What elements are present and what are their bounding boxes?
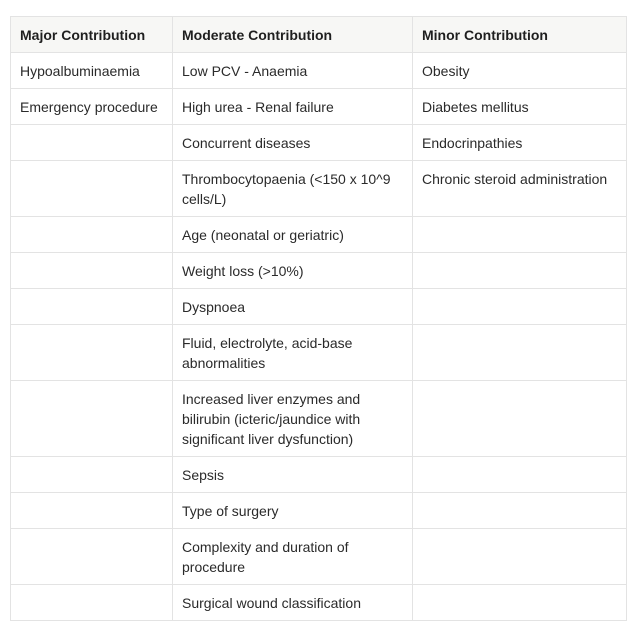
- table-row: [11, 381, 627, 457]
- major-cell: [11, 125, 173, 161]
- moderate-cell: High urea - Renal failure: [173, 89, 413, 125]
- major-cell: [11, 457, 173, 493]
- major-cell: [11, 585, 173, 621]
- moderate-cell: Type of surgery: [173, 493, 413, 529]
- moderate-cell: Weight loss (>10%): [173, 253, 413, 289]
- major-cell: [11, 381, 173, 457]
- minor-cell: Obesity: [413, 53, 627, 89]
- table-row: [11, 161, 627, 217]
- major-cell: [11, 289, 173, 325]
- table-row: [11, 325, 627, 381]
- major-cell: [11, 493, 173, 529]
- minor-cell: [413, 325, 627, 381]
- risk-factor-table: [10, 16, 627, 621]
- table-row: [11, 585, 627, 621]
- minor-cell: [413, 289, 627, 325]
- moderate-cell: Complexity and duration of procedure: [173, 529, 413, 585]
- moderate-cell: Thrombocytopaenia (<150 x 10^9 cells/L): [173, 161, 413, 217]
- major-cell: [11, 217, 173, 253]
- minor-cell: [413, 493, 627, 529]
- moderate-cell: Surgical wound classification: [173, 585, 413, 621]
- table-body: [11, 53, 627, 621]
- moderate-cell: Sepsis: [173, 457, 413, 493]
- minor-cell: [413, 457, 627, 493]
- header-moderate-contribution: Moderate Contribution: [173, 17, 413, 53]
- moderate-cell: Age (neonatal or geriatric): [173, 217, 413, 253]
- moderate-cell: Concurrent diseases: [173, 125, 413, 161]
- minor-cell: [413, 217, 627, 253]
- minor-cell: Chronic steroid administration: [413, 161, 627, 217]
- table-row: [11, 457, 627, 493]
- major-cell: [11, 161, 173, 217]
- minor-cell: [413, 529, 627, 585]
- major-cell: Emergency procedure: [11, 89, 173, 125]
- minor-cell: [413, 381, 627, 457]
- header-major-contribution: Major Contribution: [11, 17, 173, 53]
- major-cell: Hypoalbuminaemia: [11, 53, 173, 89]
- minor-cell: Endocrinpathies: [413, 125, 627, 161]
- table-row: [11, 89, 627, 125]
- major-cell: [11, 325, 173, 381]
- table-row: [11, 217, 627, 253]
- table-row: [11, 125, 627, 161]
- minor-cell: [413, 585, 627, 621]
- moderate-cell: Dyspnoea: [173, 289, 413, 325]
- moderate-cell: Fluid, electrolyte, acid-base abnormalities: [173, 325, 413, 381]
- header-minor-contribution: Minor Contribution: [413, 17, 627, 53]
- table-row: [11, 253, 627, 289]
- minor-cell: Diabetes mellitus: [413, 89, 627, 125]
- table-row: [11, 289, 627, 325]
- table-row: [11, 53, 627, 89]
- major-cell: [11, 253, 173, 289]
- minor-cell: [413, 253, 627, 289]
- header-row: [11, 17, 627, 53]
- table-row: [11, 529, 627, 585]
- moderate-cell: Low PCV - Anaemia: [173, 53, 413, 89]
- moderate-cell: Increased liver enzymes and bilirubin (icteric/jaundice with significant liver dysfunction): [173, 381, 413, 457]
- table-row: [11, 493, 627, 529]
- table-header: [11, 17, 627, 53]
- major-cell: [11, 529, 173, 585]
